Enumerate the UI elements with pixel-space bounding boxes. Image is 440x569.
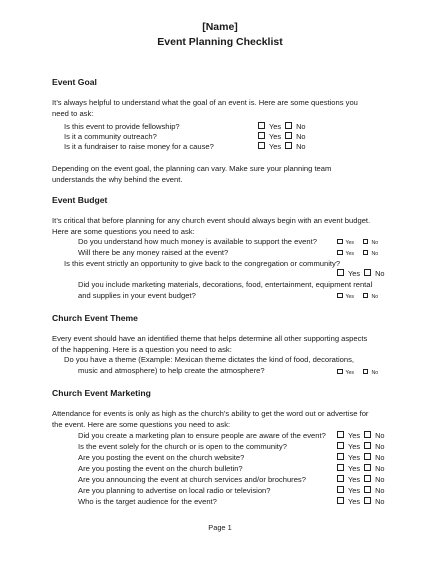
- yes-checkbox[interactable]: [337, 293, 343, 299]
- yes-label: Yes: [345, 294, 354, 300]
- marketing-question: Who is the target audience for the event?: [78, 497, 217, 506]
- yes-no-checkboxes: [258, 142, 306, 152]
- yes-checkbox[interactable]: [258, 122, 265, 129]
- yes-checkbox[interactable]: [337, 497, 344, 504]
- theme-question: music and atmosphere) to help create the atmosphere?: [78, 366, 265, 375]
- goal-note-line: Depending on the event goal, the planning can vary. Make sure your planning team: [52, 164, 332, 173]
- page-title: Event Planning Checklist: [157, 36, 283, 48]
- no-checkbox[interactable]: [364, 269, 371, 276]
- budget-intro-line: Here are some questions you need to ask:: [52, 227, 195, 236]
- goal-question: Is this event to provide fellowship?: [64, 122, 180, 131]
- no-label: No: [375, 431, 385, 440]
- no-checkbox[interactable]: [364, 464, 371, 471]
- yes-label: Yes: [348, 269, 361, 278]
- marketing-question: Are you posting the event on the church website?: [78, 453, 245, 462]
- budget-question: Will there be any money raised at the event?: [78, 248, 229, 257]
- yes-no-checkboxes: [337, 475, 385, 485]
- marketing-intro-line: Attendance for events is only as high as the church’s ability to get the word out or advertise for: [52, 409, 369, 418]
- yes-no-checkboxes: [337, 431, 385, 441]
- yes-no-checkboxes: [337, 486, 385, 496]
- page-number: Page 1: [208, 523, 232, 532]
- no-label: No: [371, 240, 379, 246]
- no-checkbox[interactable]: [363, 250, 369, 256]
- yes-label: Yes: [348, 464, 361, 473]
- theme-question: Do you have a theme (Example: Mexican theme dictates the kind of food, decorations,: [64, 355, 354, 364]
- marketing-question: Is the event solely for the church or is open to the community?: [78, 442, 287, 451]
- goal-intro-line: need to ask:: [52, 109, 94, 118]
- goal-intro-line: It’s always helpful to understand what the goal of an event is. Here are some questions you: [52, 98, 358, 107]
- no-label: No: [375, 453, 385, 462]
- marketing-intro-line: the event. Here are some questions you need to ask:: [52, 420, 231, 429]
- goal-question: Is it a fundraiser to raise money for a cause?: [64, 142, 214, 151]
- no-label: No: [375, 486, 385, 495]
- no-label: No: [375, 269, 385, 278]
- yes-no-checkboxes: [337, 238, 378, 248]
- no-checkbox[interactable]: [364, 475, 371, 482]
- no-label: No: [375, 475, 385, 484]
- yes-checkbox[interactable]: [337, 475, 344, 482]
- yes-no-checkboxes: [337, 269, 385, 279]
- yes-no-checkboxes: [337, 453, 385, 463]
- no-label: No: [296, 132, 306, 141]
- yes-checkbox[interactable]: [337, 442, 344, 449]
- yes-label: Yes: [348, 497, 361, 506]
- budget-question: Is this event strictly an opportunity to give back to the congregation or community?: [64, 259, 341, 268]
- marketing-question: Are you planning to advertise on local radio or television?: [78, 486, 271, 495]
- no-label: No: [296, 122, 306, 131]
- no-label: No: [371, 370, 379, 376]
- no-checkbox[interactable]: [364, 431, 371, 438]
- yes-checkbox[interactable]: [337, 239, 343, 245]
- budget-question: and supplies in your event budget?: [78, 291, 196, 300]
- yes-label: Yes: [269, 132, 282, 141]
- goal-note-line: understands the why behind the event.: [52, 175, 183, 184]
- yes-no-checkboxes: [337, 368, 378, 378]
- yes-checkbox[interactable]: [337, 453, 344, 460]
- budget-intro-line: It’s critical that before planning for any church event should always begin with an event budget.: [52, 216, 371, 225]
- yes-label: Yes: [269, 122, 282, 131]
- theme-intro-line: Every event should have an identified theme that helps determine all other supporting aspects: [52, 334, 368, 343]
- no-label: No: [371, 251, 379, 257]
- no-label: No: [371, 294, 379, 300]
- yes-checkbox[interactable]: [337, 464, 344, 471]
- no-checkbox[interactable]: [364, 486, 371, 493]
- no-checkbox[interactable]: [285, 122, 292, 129]
- yes-no-checkboxes: [337, 497, 385, 507]
- yes-checkbox[interactable]: [258, 142, 265, 149]
- no-label: No: [375, 464, 385, 473]
- yes-label: Yes: [348, 486, 361, 495]
- budget-question: Do you understand how much money is available to support the event?: [78, 237, 317, 246]
- no-checkbox[interactable]: [285, 132, 292, 139]
- section-title-marketing: Church Event Marketing: [52, 388, 151, 398]
- yes-label: Yes: [348, 453, 361, 462]
- theme-intro-line: of the happening. Here is a question you need to ask:: [52, 345, 232, 354]
- no-checkbox[interactable]: [285, 142, 292, 149]
- yes-label: Yes: [345, 251, 354, 257]
- yes-label: Yes: [345, 370, 354, 376]
- no-checkbox[interactable]: [363, 369, 369, 375]
- yes-no-checkboxes: [258, 132, 306, 142]
- yes-label: Yes: [348, 442, 361, 451]
- no-label: No: [296, 142, 306, 151]
- marketing-question: Did you create a marketing plan to ensure people are aware of the event?: [78, 431, 326, 440]
- no-label: No: [375, 497, 385, 506]
- section-title-theme: Church Event Theme: [52, 313, 138, 323]
- yes-no-checkboxes: [337, 442, 385, 452]
- yes-checkbox[interactable]: [337, 431, 344, 438]
- section-title-budget: Event Budget: [52, 195, 108, 205]
- yes-checkbox[interactable]: [258, 132, 265, 139]
- yes-no-checkboxes: [337, 464, 385, 474]
- marketing-question: Are you announcing the event at church services and/or brochures?: [78, 475, 306, 484]
- yes-label: Yes: [269, 142, 282, 151]
- no-checkbox[interactable]: [364, 497, 371, 504]
- yes-no-checkboxes: [337, 249, 378, 259]
- section-title-goal: Event Goal: [52, 77, 97, 87]
- no-checkbox[interactable]: [363, 239, 369, 245]
- yes-no-checkboxes: [258, 122, 306, 132]
- yes-checkbox[interactable]: [337, 250, 343, 256]
- no-label: No: [375, 442, 385, 451]
- yes-checkbox[interactable]: [337, 269, 344, 276]
- yes-no-checkboxes: [337, 292, 378, 302]
- yes-label: Yes: [348, 431, 361, 440]
- yes-checkbox[interactable]: [337, 486, 344, 493]
- yes-label: Yes: [345, 240, 354, 246]
- yes-checkbox[interactable]: [337, 369, 343, 375]
- yes-label: Yes: [348, 475, 361, 484]
- budget-question: Did you include marketing materials, decorations, food, entertainment, equipment rental: [78, 280, 373, 289]
- marketing-question: Are you posting the event on the church bulletin?: [78, 464, 243, 473]
- goal-question: Is it a community outreach?: [64, 132, 157, 141]
- no-checkbox[interactable]: [364, 442, 371, 449]
- document-name: [Name]: [202, 21, 238, 33]
- no-checkbox[interactable]: [364, 453, 371, 460]
- no-checkbox[interactable]: [363, 293, 369, 299]
